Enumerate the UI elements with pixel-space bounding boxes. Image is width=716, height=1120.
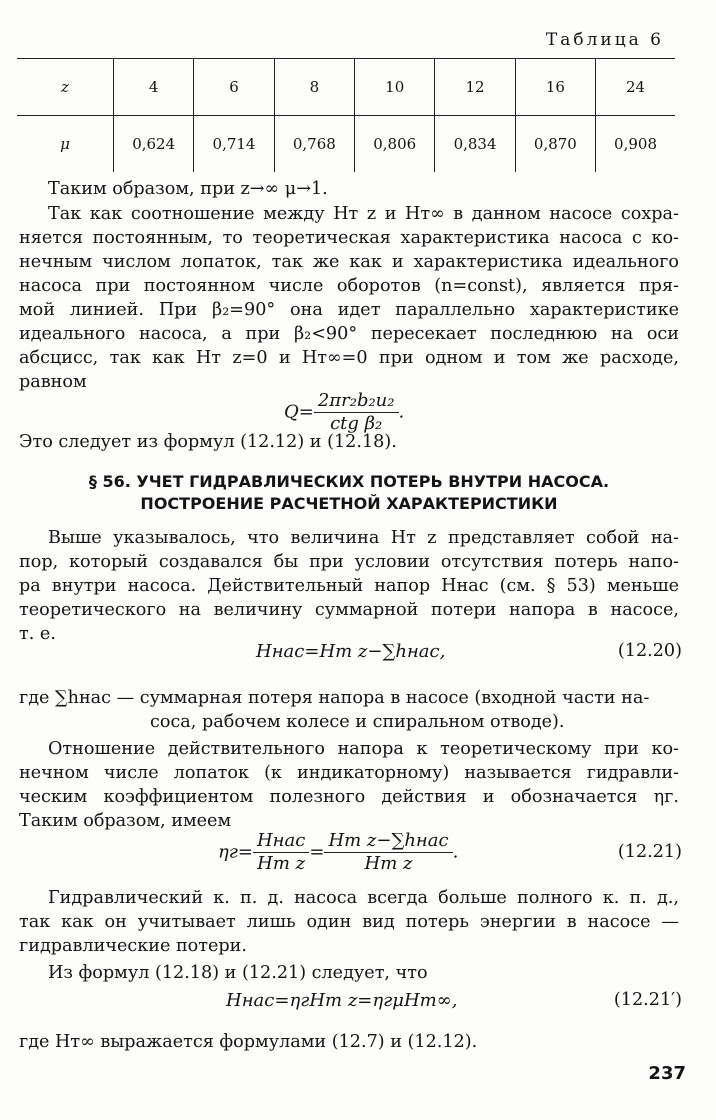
table-cell: 0,768: [274, 116, 354, 173]
text-line: Таким образом, при z→∞ μ→1.: [48, 179, 328, 199]
table-cell: 0,834: [435, 116, 515, 173]
text-line: пор, который создавался бы при условии отсутствия потерь напо-: [19, 552, 679, 572]
text-line: теоретического на величину суммарной потери напора в насосе,: [19, 600, 679, 620]
formula-part: =: [309, 841, 325, 863]
text-line: где ∑hнас — суммарная потеря напора в насосе (входной части на-: [19, 688, 650, 708]
table-cell: 24: [596, 59, 675, 116]
text-line: идеального насоса, а при β₂<90° пересекает последнюю на оси: [19, 324, 679, 344]
equation-number: (12.20): [617, 641, 682, 661]
formula-part: ηг=: [218, 841, 253, 863]
formula-12-20: Hнас=Hт z−∑hнас,: [256, 641, 446, 662]
table-cell: 4: [114, 59, 194, 116]
table-cell: z: [17, 59, 114, 116]
text-line: Отношение действительного напора к теоретическому при ко-: [48, 739, 679, 759]
section-subheading: ПОСТРОЕНИЕ РАСЧЕТНОЙ ХАРАКТЕРИСТИКИ: [140, 494, 558, 513]
text-line: Таким образом, имеем: [19, 811, 232, 831]
equation-number: (12.21′): [613, 990, 682, 1010]
table-cell: 0,624: [114, 116, 194, 173]
denominator: ctg β₂: [330, 413, 383, 434]
text-line: так как он учитывает лишь один вид потерь энергии в насосе —: [19, 912, 679, 932]
text-line: Из формул (12.18) и (12.21) следует, что: [48, 963, 428, 983]
table-cell: 0,908: [596, 116, 675, 173]
table-cell: 10: [355, 59, 435, 116]
fraction: [314, 390, 399, 435]
text-line: Гидравлический к. п. д. насоса всегда больше полного к. п. д.,: [48, 888, 679, 908]
formula-q: [284, 390, 404, 435]
page-number: 237: [648, 1063, 686, 1084]
text-line: равном: [19, 372, 87, 392]
fraction: [324, 830, 452, 875]
text-line: нечном числе лопаток (к индикаторному) называется гидравли-: [19, 763, 679, 783]
denominator: Hт z: [257, 853, 306, 874]
text-line: т. е.: [19, 624, 56, 644]
numerator: Hнас: [253, 830, 309, 853]
text-line: няется постоянным, то теоретическая характеристика насоса с ко-: [19, 228, 679, 248]
data-table: [17, 58, 675, 172]
text-line: абсцисс, так как Hт z=0 и Hт∞=0 при одном и том же расходе,: [19, 348, 679, 368]
numerator: Hт z−∑hнас: [324, 830, 452, 853]
table-cell: 16: [515, 59, 595, 116]
table-cell: 0,714: [194, 116, 274, 173]
table-cell: 6: [194, 59, 274, 116]
text-line: насоса при постоянном числе оборотов (n=const), является пря-: [19, 276, 679, 296]
text-line: где Hт∞ выражается формулами (12.7) и (12.12).: [19, 1032, 478, 1052]
table-cell: 0,806: [355, 116, 435, 173]
table-header-row: [17, 59, 675, 116]
table-cell: μ: [60, 135, 70, 153]
text-line: гидравлические потери.: [19, 936, 248, 956]
text-line: Так как соотношение между Hт z и Hт∞ в данном насосе сохра-: [48, 204, 679, 224]
text-line: Это следует из формул (12.12) и (12.18).: [19, 432, 397, 452]
numerator: 2πr₂b₂u₂: [314, 390, 399, 413]
formula-part: .: [398, 401, 405, 423]
formula-part: Q=: [284, 401, 314, 423]
text-line: Выше указывалось, что величина Hт z представляет собой на-: [48, 528, 679, 548]
section-heading: § 56. УЧЕТ ГИДРАВЛИЧЕСКИХ ПОТЕРЬ ВНУТРИ НАСОСА.: [88, 472, 610, 491]
denominator: Hт z: [364, 853, 413, 874]
table-row: [17, 116, 675, 173]
text-line: мой линией. При β₂=90° она идет параллельно характеристике: [19, 300, 679, 320]
table-cell: 0,870: [515, 116, 595, 173]
text-line: ческим коэффициентом полезного действия и обозначается ηг.: [19, 787, 679, 807]
fraction: [253, 830, 309, 875]
equation-number: (12.21): [617, 842, 682, 862]
formula-12-21-prime: Hнас=ηгHт z=ηгμHт∞,: [226, 990, 458, 1011]
formula-12-21: [218, 830, 458, 875]
table-caption: Таблица 6: [545, 30, 664, 50]
text-line: нечным числом лопаток, так же как и характеристика идеального: [19, 252, 679, 272]
formula-part: .: [452, 841, 459, 863]
table-cell: 8: [274, 59, 354, 116]
text-line: соса, рабочем колесе и спиральном отводе).: [150, 712, 565, 732]
text-line: ра внутри насоса. Действительный напор Hнас (см. § 53) меньше: [19, 576, 679, 596]
table-cell: 12: [435, 59, 515, 116]
